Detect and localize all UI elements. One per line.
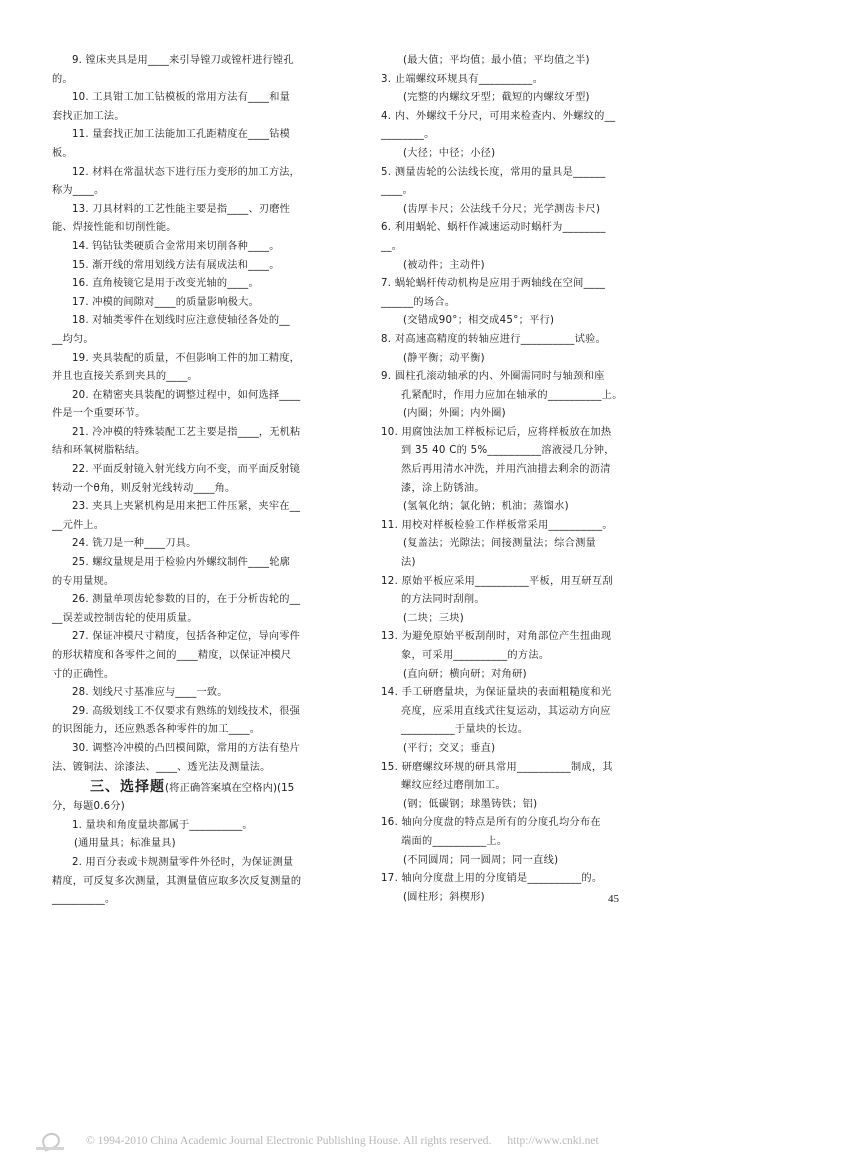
choice-question-line: (氢氧化纳；氯化钠；机油；蒸馏水): [403, 501, 569, 513]
choice-question-line: (最大值；平均值；最小值；平均值之半): [403, 55, 590, 66]
question-line: 25. 螺纹量规是用于检验内外螺纹制件____轮廓: [72, 557, 291, 569]
choice-question-line: 法): [401, 557, 416, 569]
choice-question-line: 15. 研磨螺纹环规的研具常用__________制成，其: [381, 761, 613, 773]
question-line: 寸的正确性。: [52, 668, 115, 680]
footer-copyright: © 1994-2010 China Academic Journal Electronic Publishing House. All rights reserved.: [86, 1135, 492, 1147]
question-line: 9. 镗床夹具是用____来引导镗刀或镗杆进行镗孔: [72, 55, 294, 66]
question-line: 20. 在精密夹具装配的调整过程中，如何选择____: [72, 389, 301, 401]
question-line: 10. 工具钳工加工钻模板的常用方法有____和量: [72, 92, 291, 104]
choice-question-line: 12. 原始平板应采用__________平板，用互研互刮: [381, 575, 613, 587]
choice-question-line: 然后再用清水冲洗，并用汽油措去剩余的沥清: [401, 464, 611, 476]
choice-question-line: 的方法同时刮削。: [401, 594, 485, 606]
choice-question-line: 精度，可反复多次测量，其测量值应取多次反复测量的: [52, 875, 302, 887]
question-line: 套找正加工法。: [52, 110, 125, 122]
choice-question-line: (直向研；横向研；对角研): [403, 668, 527, 680]
choice-question-line: 9. 圆柱孔滚动轴承的内、外圈需同时与轴颈和座: [381, 371, 605, 383]
choice-question-line: 孔紧配时，作用力应加在轴承的__________上。: [401, 389, 623, 401]
question-line: 结和环氧树脂粘结。: [52, 445, 146, 457]
choice-question-line: 11. 用校对样板检验工作样板常采用__________。: [381, 519, 613, 531]
choice-question-line: (内圈；外圈；内外圈): [403, 408, 506, 420]
choice-question-line: 漆，涂上防锈油。: [401, 482, 485, 494]
choice-question-line: (大径；中径；小径): [403, 147, 496, 159]
choice-question-line: 16. 轴向分度盘的特点是所有的分度孔均分布在: [381, 817, 601, 829]
choice-question-line: ______的场合。: [381, 296, 456, 308]
question-line: 14. 钨钴钛类硬质合金常用来切削各种____。: [72, 240, 280, 252]
question-line: 22. 平面反射镜入射光线方向不变，而平面反射镜: [72, 464, 300, 476]
question-line: 18. 对轴类零件在划线时应注意使轴径各处的__: [72, 315, 290, 327]
choice-question-line: 端面的__________上。: [401, 835, 508, 847]
choice-question-line: 6. 利用蜗轮、蜗杆作减速运动时蜗杆为________: [381, 222, 606, 234]
choice-question-line: 3. 止端螺纹环规具有__________。: [381, 73, 544, 85]
choice-question-line: (二块；三块): [403, 612, 464, 624]
section-heading: [52, 777, 336, 798]
question-line: 24. 铣刀是一种____刀具。: [72, 538, 197, 550]
choice-question-line: (被动件；主动件): [403, 259, 485, 271]
question-line: 11. 量套找正加工法能加工孔距精度在____钻模: [72, 129, 291, 141]
question-line: __均匀。: [52, 333, 94, 345]
question-line: 12. 材料在常温状态下进行压力变形的加工方法，: [72, 166, 300, 178]
choice-question-line: (不同圆周；同一圆周；同一直线): [403, 854, 559, 866]
question-line: 并且也直接关系到夹具的____。: [52, 371, 198, 383]
question-line: 的专用量规。: [52, 575, 115, 587]
choice-question-line: 1. 量块和角度量块都属于__________。: [72, 819, 253, 831]
question-line: __元件上。: [52, 519, 105, 531]
choice-question-line: 10. 用腐蚀法加工样板标记后，应将样板放在加热: [381, 426, 612, 438]
choice-question-line: __________。: [52, 894, 116, 906]
section-note: (将正确答案填在空格内)(15: [165, 782, 295, 795]
choice-question-line: ________。: [381, 129, 435, 141]
choice-question-line: 8. 对高速高精度的转轴应进行__________试验。: [381, 333, 607, 345]
choice-question-line: 7. 蜗轮蜗杆传动机构是应用于两轴线在空间____: [381, 278, 606, 290]
question-line: 19. 夹具装配的质量，不但影响工件的加工精度，: [72, 352, 300, 364]
question-line: 28. 划线尺寸基准应与____一致。: [72, 687, 228, 699]
question-line: 23. 夹具上夹紧机构是用来把工件压紧，夹牢在__: [72, 501, 301, 513]
choice-question-line: ____。: [381, 185, 414, 197]
question-line: 21. 冷冲模的特殊装配工艺主要是指____，无机粘: [72, 426, 301, 438]
choice-question-line: 17. 轴向分度盘上用的分度销是__________的。: [381, 873, 603, 885]
question-line: 法、镀铜法、涂漆法、____、透光法及测量法。: [52, 761, 271, 773]
choice-question-line: (齿厚卡尺；公法线千分尺；光学测齿卡尺): [403, 203, 601, 215]
choice-question-line: (平行；交叉；垂直): [403, 742, 496, 754]
footer-url-link[interactable]: http://www.cnki.net: [507, 1135, 599, 1147]
choice-question-line: (圆柱形；斜楔形): [403, 891, 485, 903]
choice-question-line: 2. 用百分表或卡规测量零件外径时，为保证测量: [72, 856, 294, 868]
choice-question-line: (复盖法；光隙法；间接测量法；综合测量: [403, 538, 597, 550]
choice-question-line: __________于量块的长边。: [401, 724, 529, 736]
question-line: 29. 高级划线工不仅要求有熟练的划线技术，很强: [72, 705, 300, 717]
right-column: [381, 52, 637, 907]
question-line: 称为____。: [52, 185, 105, 197]
question-line: 能、焊接性能和切削性能。: [52, 222, 177, 234]
question-line: 转动一个θ角，则反射光线转动____角。: [52, 482, 236, 494]
choice-question-line: 14. 手工研磨量块，为保证量块的表面粗糙度和光: [381, 687, 612, 699]
choice-question-line: 象，可采用__________的方法。: [401, 650, 550, 661]
choice-question-line: (通用量具；标准量具): [74, 838, 176, 850]
question-line: 板。: [52, 147, 73, 159]
choice-question-line: (交错成90°；相交成45°；平行): [403, 315, 555, 327]
question-line: 16. 直角棱镜它是用于改变光轴的____。: [72, 278, 259, 290]
question-line: 30. 调整冷冲模的凸凹模间隙，常用的方法有垫片: [72, 742, 300, 754]
choice-question-line: 亮度，应采用直线式往复运动，其运动方向应: [401, 705, 611, 717]
choice-question-line: (静平衡；动平衡): [403, 352, 485, 364]
choice-question-line: 螺纹应经过磨削加工。: [401, 780, 506, 792]
question-line: 的识图能力，还应熟悉各种零件的加工____。: [52, 724, 261, 736]
section-title: 三、选择题: [90, 779, 165, 796]
choice-question-line: 到 35 40 C的 5%__________溶液浸几分钟，: [401, 445, 615, 457]
question-line: 的。: [52, 73, 73, 85]
question-line: 的形状精度和各零件之间的____精度，以保证冲模尺: [52, 650, 292, 661]
choice-question-line: 13. 为避免原始平板刮削时，对角部位产生扭曲现: [381, 631, 612, 643]
choice-question-line: (钢；低碳钢；球墨铸铁；铝): [403, 798, 538, 810]
choice-question-line: 5. 测量齿轮的公法线长度，常用的量具是______: [381, 166, 606, 178]
section-note-continued: 分，每题0.6分): [52, 801, 125, 813]
question-line: 17. 冲模的间隙对____的质量影响极大。: [72, 296, 259, 308]
question-line: 26. 测量单项齿轮参数的目的，在于分析齿轮的__: [72, 594, 301, 606]
footer: [36, 1128, 836, 1154]
left-column: [52, 52, 336, 910]
choice-question-line: 4. 内、外螺纹千分尺，可用来检查内、外螺纹的__: [381, 110, 616, 122]
question-line: 27. 保证冲模尺寸精度，包括各种定位，导向零件: [72, 631, 300, 643]
question-line: 15. 渐开线的常用划线方法有展成法和____。: [72, 259, 280, 271]
question-line: __误差或控制齿轮的使用质量。: [52, 612, 198, 624]
cnki-logo-icon: [36, 1131, 66, 1151]
choice-question-line: (完整的内螺纹牙型；截短的内螺纹牙型): [403, 92, 590, 104]
question-line: 件是一个重要环节。: [52, 408, 146, 420]
question-line: 13. 刀具材料的工艺性能主要是指____、刃磨性: [72, 203, 291, 215]
page-number: 45: [608, 893, 619, 905]
choice-question-line: __。: [381, 240, 403, 252]
